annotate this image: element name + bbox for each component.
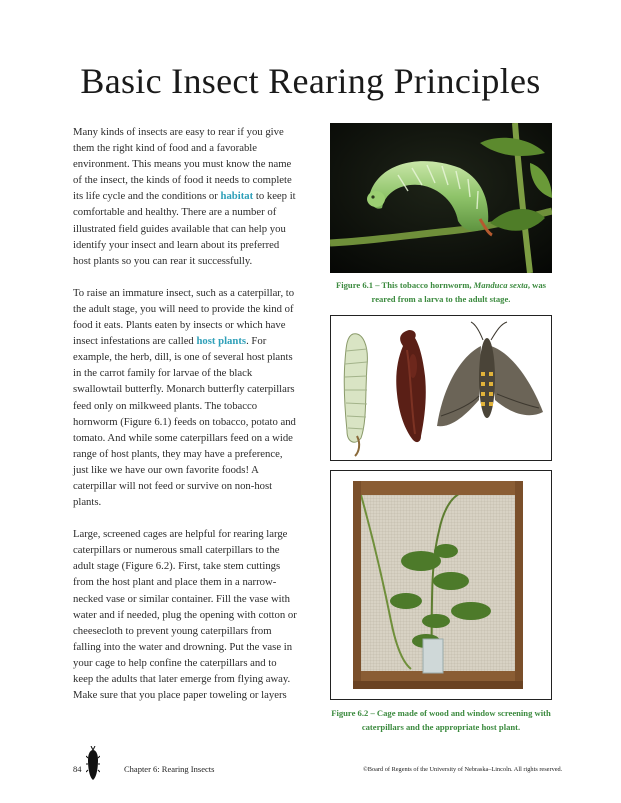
term-host-plants: host plants [196,335,247,348]
paragraph-2-text-a: To raise an immature insect, such as a caterpillar, to the adult stage, you will need to provide the kind of food it eats. Plants eaten by insects or which have insect infestations are called [73,286,295,348]
paragraph-2-text-b: . For example, the herb, dill, is one of several host plants in the carrot family for larvae of the black swallowtail butterfly. Monarch butterfly caterpillars feed only on milkweed plants. The tobacco hornworm (Figure 6.1) feeds on tobacco, potato and tomato. And while some caterpillars feed on a wide range of host plants, they may have a preference, just like we have our own favorite foods! A caterpillar will not feed or survive on non-host plants. [73,335,296,509]
paragraph-1-text-a: Many kinds of insects are easy to rear if you give them the right kind of food and a favorable environment. This means you must know the name of the insect, the kinds of food it needs to complete its life cycle and the conditions or [73,126,292,203]
copyright-notice: ©Board of Regents of the University of Nebraska–Lincoln. All rights reserved. [363,766,563,773]
caption-6-1-species: Manduca sexta [473,280,528,290]
beetle-icon [86,746,100,782]
life-stages-illustration [331,316,551,460]
paragraph-3: Large, screened cages are helpful for rearing large caterpillars or numerous small caterpillars to the adult stage (Figure 6.2). First, take stem cuttings from the host plant and place them in a narrow-necked vase or similar container. Fill the vase with water and if needed, plug the opening with cotton or cheesecloth to prevent young caterpillars from falling into the water and drowning. Put the vase in your cage to help confine the caterpillars and to keep the adults that later emerge from flying away. Make sure that you place paper toweling or layers [73,528,297,702]
page-title: Basic Insect Rearing Principles [80,61,541,101]
caption-6-1-text-b: , was reared from a larva to the adult stage. [371,280,547,304]
hornworm-illustration [330,123,552,273]
term-habitat: habitat [220,190,254,203]
paragraph-1 [73,124,299,269]
paragraph-2 [73,285,299,510]
figure-6-1-caption [330,279,552,306]
figure-hornworm-photo [330,123,552,273]
caption-6-1-text-a: Figure 6.1 – This tobacco hornworm, [335,280,474,290]
larva-icon [344,334,367,456]
page-number: 84 [73,764,82,774]
figure-cage-photo [330,470,552,700]
paragraph-1-text-b: to keep it comfortable and healthy. There are a number of illustrated field guides available that can help you identify your insect and learn about its preferred host plants so you can rear it successfully. [73,190,296,267]
moth-icon [437,322,543,426]
body-column [73,124,299,719]
pupa-icon [396,330,426,442]
figure-6-2-caption: Figure 6.2 – Cage made of wood and window screening with caterpillars and the appropriate host plant. [331,708,551,732]
chapter-label: Chapter 6: Rearing Insects [124,764,215,774]
cage-illustration [331,471,551,699]
figure-life-stages-photo [330,315,552,461]
